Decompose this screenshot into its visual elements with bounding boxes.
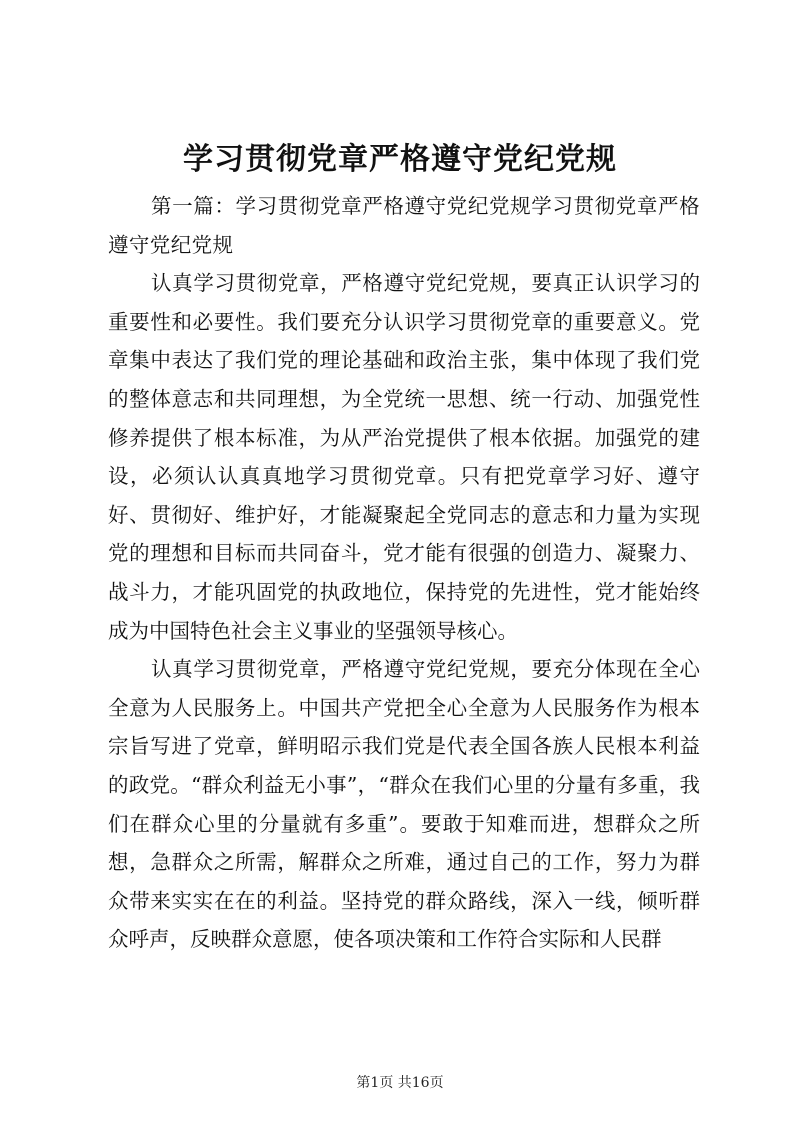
paragraph-section-heading: 第一篇：学习贯彻党章严格遵守党纪党规学习贯彻党章严格遵守党纪党规: [108, 194, 700, 257]
page-number-footer: 第1页 共16页: [356, 1075, 444, 1091]
document-title: 学习贯彻党章严格遵守党纪党规: [183, 142, 617, 177]
document-body: [108, 187, 700, 959]
paragraph-importance: 认真学习贯彻党章，严格遵守党纪党规，要真正认识学习的重要性和必要性。我们要充分认识学习贯彻党章的重要意义。党章集中表达了我们党的理论基础和政治主张，集中体现了我们党的整体意志和共同理想，为全党统一思想、统一行动、加强党性修养提供了根本标准，为从严治党提供了根本依据。加强党的建设，必须认认真真地学习贯彻党章。只有把党章学习好、遵守好、贯彻好、维护好，才能凝聚起全党同志的意志和力量为实现党的理想和目标而共同奋斗，党才能有很强的创造力、凝聚力、战斗力，才能巩固党的执政地位，保持党的先进性，党才能始终成为中国特色社会主义事业的坚强领导核心。: [108, 271, 700, 643]
paragraph-serve-people: 认真学习贯彻党章，严格遵守党纪党规，要充分体现在全心全意为人民服务上。中国共产党把全心全意为人民服务作为根本宗旨写进了党章，鲜明昭示我们党是代表全国各族人民根本利益的政党。“群众利益无小事”，“群众在我们心里的分量有多重，我们在群众心里的分量就有多重”。要敢于知难而进，想群众之所想，急群众之所需，解群众之所难，通过自己的工作，努力为群众带来实实在在的利益。坚持党的群众路线，深入一线，倾听群众呼声，反映群众意愿，使各项决策和工作符合实际和人民群: [108, 657, 700, 952]
